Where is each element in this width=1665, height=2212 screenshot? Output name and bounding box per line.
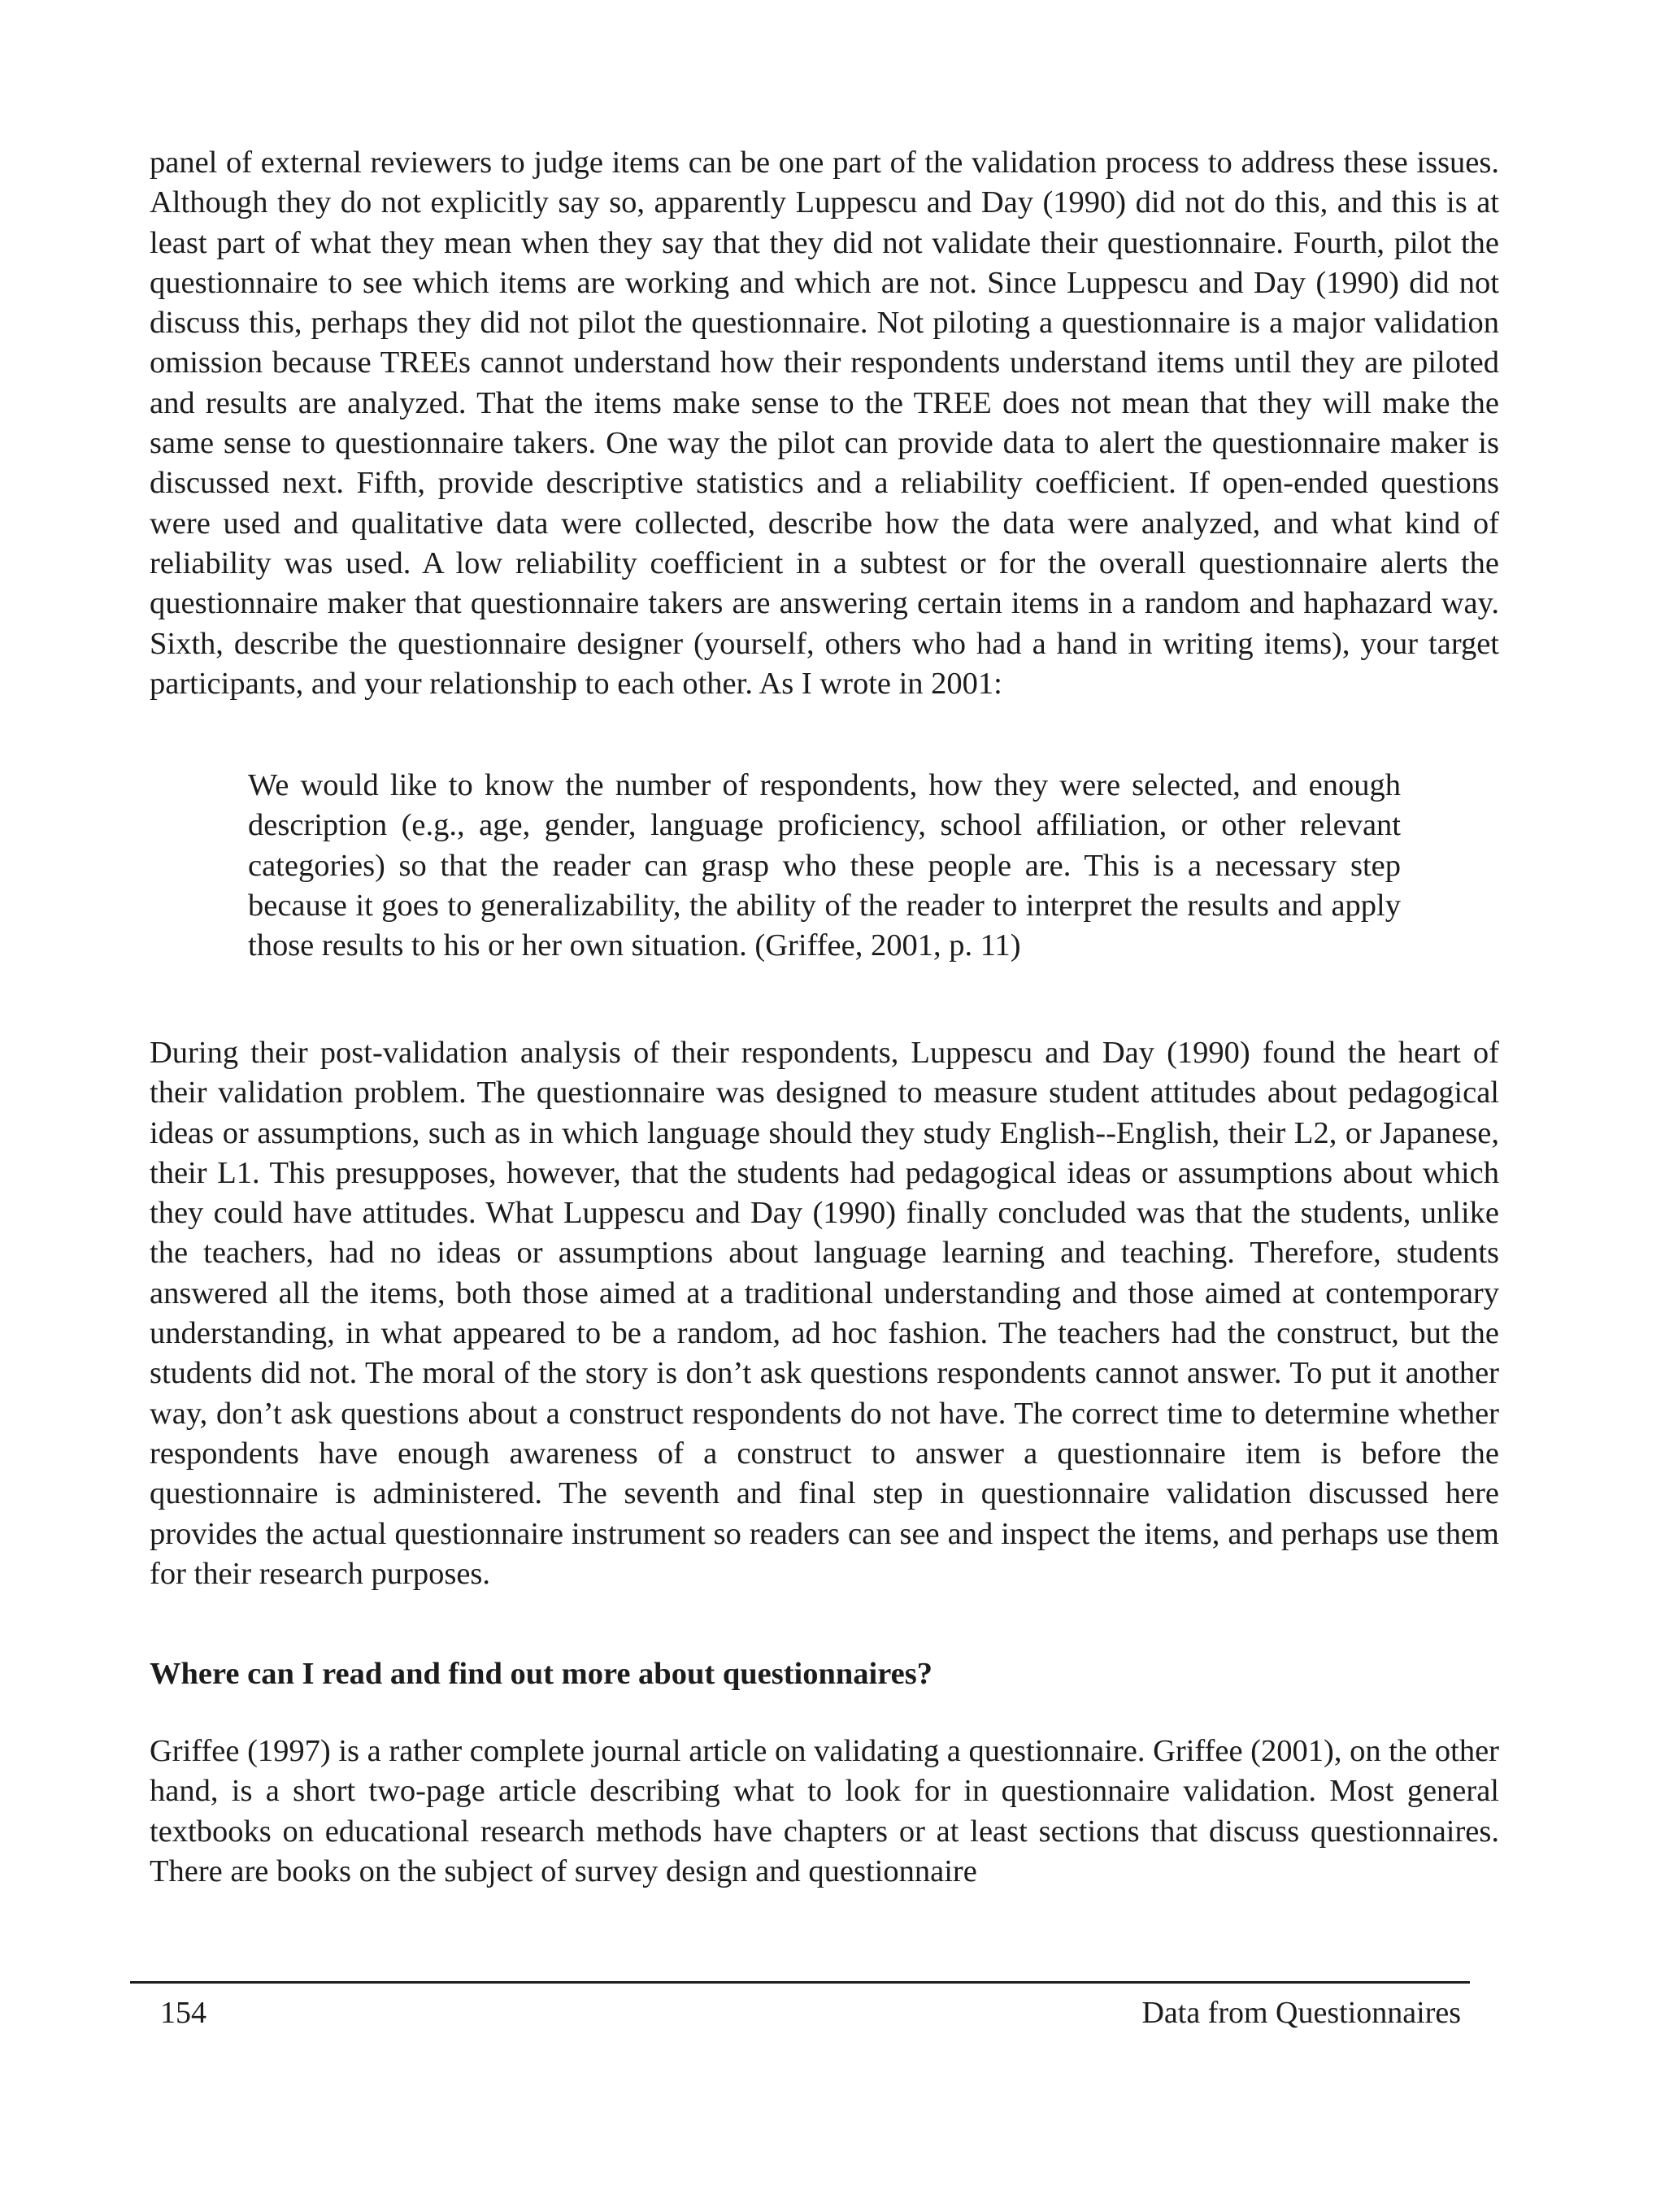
body-paragraph-further-reading: Griffee (1997) is a rather complete journal article on validating a questionnaire. Griffee (2001), on the other hand, is a short two-page article describing what to look for in questionnaire validation. Most general textbooks on educational research methods have chapters or at least sections that discuss questionnaires. There are books on the subject of survey design and questionnaire [150,1734,1499,1888]
section-heading-further-reading: Where can I read and find out more about questionnaires? [150,1657,932,1691]
body-paragraph-post-validation-analysis: During their post-validation analysis of their respondents, Luppescu and Day (1990) found the heart of their validation problem. The questionnaire was designed to measure student attitudes about pedagogical ideas or assumptions, such as in which language should they study English--English, their L2, or Japanese, their L1. This presupposes, however, that the students had pedagogical ideas or assumptions about which they could have attitudes. What Luppescu and Day (1990) finally concluded was that the students, unlike the teachers, had no ideas or assumptions about language learning and teaching. Therefore, students answered all the items, both those aimed at a traditional understanding and those aimed at contemporary understanding, in what appeared to be a random, ad hoc fashion. The teachers had the construct, but the students did not. The moral of the story is don’t ask questions respondents cannot answer. To put it another way, don’t ask questions about a construct respondents do not have. The correct time to determine whether respondents have enough awareness of a construct to answer a questionnaire item is before the questionnaire is administered. The seventh and final step in questionnaire validation discussed here provides the actual questionnaire instrument so readers can see and inspect the items, and perhaps use them for their research purposes. [150,1036,1499,1591]
running-footer-title: Data from Questionnaires [1141,1996,1461,2030]
body-paragraph-validation-steps: panel of external reviewers to judge items can be one part of the validation process to address these issues. Although they do not explicitly say so, apparently Luppescu and Day (1990) did not do this, and this is at least part of what they mean when they say that they did not validate their questionnaire. Fourth, pilot the questionnaire to see which items are working and which are not. Since Luppescu and Day (1990) did not discuss this, perhaps they did not pilot the questionnaire. Not piloting a questionnaire is a major validation omission because TREEs cannot understand how their respondents understand items until they are piloted and results are analyzed. That the items make sense to the TREE does not mean that they will make the same sense to questionnaire takers. One way the pilot can provide data to alert the questionnaire maker is discussed next. Fifth, provide descriptive statistics and a reliability coefficient. If open-ended questions were used and qualitative data were collected, describe how the data were analyzed, and what kind of reliability was used. A low reliability coefficient in a subtest or for the overall questionnaire alerts the questionnaire maker that questionnaire takers are answering certain items in a random and haphazard way. Sixth, describe the questionnaire designer (yourself, others who had a hand in writing items), your target participants, and your relationship to each other. As I wrote in 2001: [150,146,1499,701]
footer-divider [130,1981,1470,1984]
page-number: 154 [160,1996,206,2030]
block-quote-griffee-2001: We would like to know the number of respondents, how they were selected, and enough description (e.g., age, gender, language proficiency, school affiliation, or other relevant categories) so that the reader can grasp who these people are. This is a necessary step because it goes to generalizability, the ability of the reader to interpret the results and apply those results to his or her own situation. (Griffee, 2001, p. 11) [248,768,1401,963]
